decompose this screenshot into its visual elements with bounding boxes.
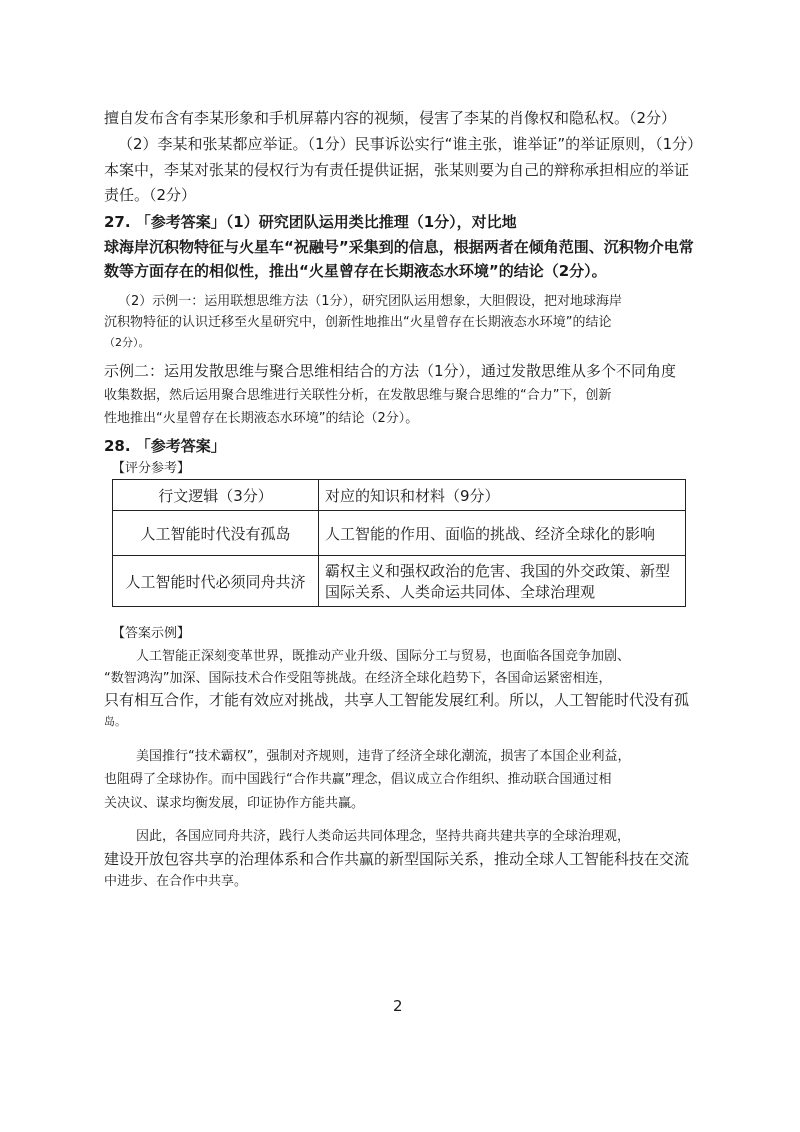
text-line: 球海岸沉积物特征与火星车“祝融号”采集到的信息，根据两者在倾角范围、沉积物介电常 [104, 238, 694, 256]
text-line: （2）示例一：运用联想思维方法（1分），研究团队运用想象，大胆假设，把对地球海岸 [118, 294, 623, 309]
table-header-row [113, 480, 686, 511]
text-line: （2分）。 [104, 336, 150, 349]
text-line: 建设开放包容共享的治理体系和合作共赢的新型国际关系，推动全球人工智能科技在交流 [104, 850, 690, 868]
table-row [113, 556, 686, 607]
q27-heading: 27. 「参考答案」（1）研究团队运用类比推理（1分），对比地 [104, 213, 517, 231]
table-header: 行文逻辑（3分） [113, 480, 319, 511]
table-cell: 人工智能的作用、面临的挑战、经济全球化的影响 [319, 511, 686, 556]
text-line: 关决议、谋求均衡发展，印证协作方能共赢。 [104, 796, 365, 811]
q28-heading: 28. 「参考答案」 [104, 437, 226, 455]
text-line: 责任。（2分） [104, 186, 197, 204]
text-line: 沉积物特征的认识迁移至火星研究中，创新性地推出“火星曾存在长期液态水环境”的结论 [104, 315, 612, 330]
text-line: 因此，各国应同舟共济，践行人类命运共同体理念，坚持共商共建共享的全球治理观， [136, 829, 631, 844]
text-line: 本案中，李某对张某的侵权行为有责任提供证据，张某则要为自己的辩称承担相应的举证 [104, 161, 690, 179]
scoring-table [112, 479, 686, 607]
page-number: 2 [393, 997, 403, 1015]
answer-example-label: 【答案示例】 [112, 626, 191, 641]
text-line: “数智鸿沟”加深、国际技术合作受阻等挑战。在经济全球化趋势下，各国命运紧密相连， [104, 671, 612, 686]
text-line: 收集数据，然后运用聚合思维进行关联性分析，在发散思维与聚合思维的“合力”下，创新 [104, 388, 612, 403]
table-cell: 霸权主义和强权政治的危害、我国的外交政策、新型国际关系、人类命运共同体、全球治理观 [319, 556, 686, 607]
text-line: 也阻碍了全球协作。而中国践行“合作共赢”理念，倡议成立合作组织、推动联合国通过相 [104, 772, 612, 787]
text-line: 示例二：运用发散思维与聚合思维相结合的方法（1分），通过发散思维从多个不同角度 [104, 362, 677, 380]
score-reference-label: 【评分参考】 [112, 461, 191, 476]
text-line: 只有相互合作，才能有效应对挑战，共享人工智能发展红利。所以，人工智能时代没有孤 [104, 691, 690, 709]
text-line: 岛。 [104, 715, 126, 728]
text-line: 数等方面存在的相似性，推出“火星曾存在长期液态水环境”的结论（2分）。 [104, 262, 607, 280]
text-line: （2）李某和张某都应举证。（1分）民事诉讼实行“谁主张，谁举证”的举证原则，（1分） [118, 135, 703, 153]
table-cell: 人工智能时代没有孤岛 [113, 511, 319, 556]
text-line: 擅自发布含有李某形象和手机屏幕内容的视频，侵害了李某的肖像权和隐私权。（2分） [104, 109, 677, 127]
table-row [113, 511, 686, 556]
text-line: 性地推出“火星曾存在长期液态水环境”的结论（2分）。 [104, 411, 419, 426]
table-header: 对应的知识和材料（9分） [319, 480, 686, 511]
text-line: 美国推行“技术霸权”，强制对齐规则，违背了经济全球化潮流，损害了本国企业利益， [136, 749, 631, 764]
text-line: 人工智能正深刻变革世界，既推动产业升级、国际分工与贸易，也面临各国竞争加剧、 [136, 649, 631, 664]
table-cell: 人工智能时代必须同舟共济 [113, 556, 319, 607]
text-line: 中进步、在合作中共享。 [104, 874, 248, 889]
